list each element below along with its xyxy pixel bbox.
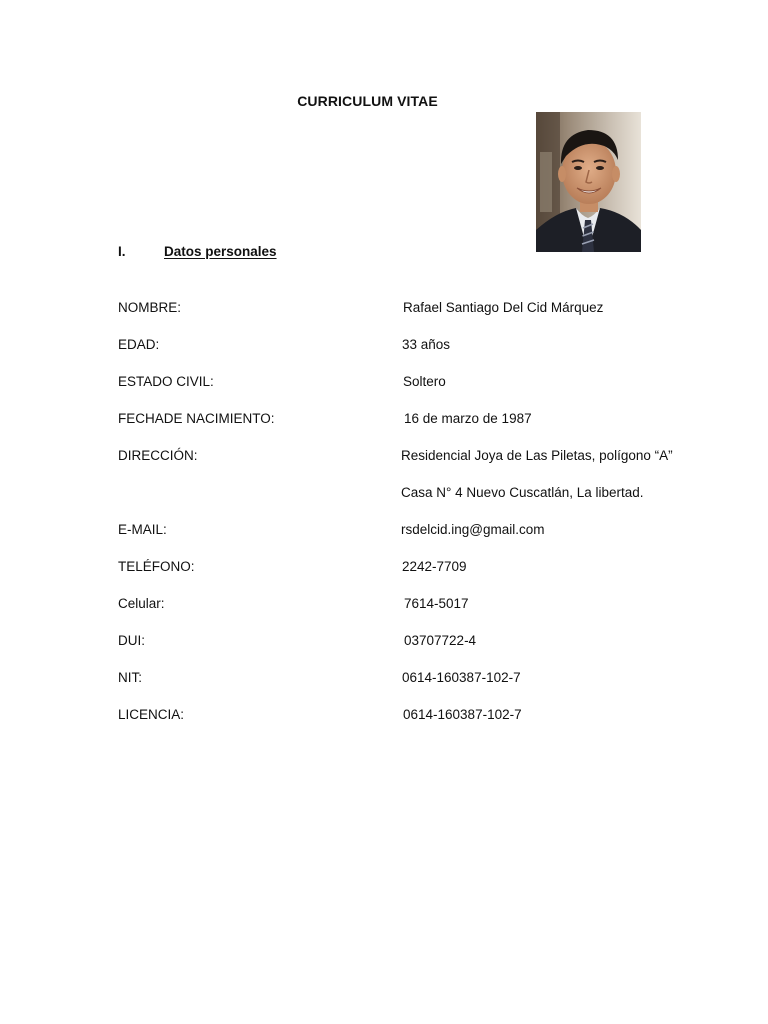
field-row-email [0,522,768,540]
field-value: 0614-160387-102-7 [403,707,522,722]
field-value: Residencial Joya de Las Piletas, polígono “A” [401,448,673,463]
field-row-telefono [0,559,768,577]
field-label: NIT: [118,670,143,685]
page-title: CURRICULUM VITAE [297,93,438,109]
field-value: 2242-7709 [402,559,467,574]
field-value: 7614-5017 [404,596,469,611]
section-title: Datos personales [164,244,277,259]
field-row-licencia [0,707,768,725]
field-label: LICENCIA: [118,707,185,722]
field-label: E-MAIL: [118,522,167,537]
field-value: 03707722-4 [404,633,477,648]
field-label: TELÉFONO: [118,559,195,574]
field-row-edad [0,337,768,355]
field-label: DUI: [118,633,145,648]
field-label: FECHADE NACIMIENTO: [118,411,275,426]
field-label: EDAD: [118,337,160,352]
field-label: ESTADO CIVIL: [118,374,214,389]
field-label: Celular: [118,596,165,611]
field-row-nombre [0,300,768,318]
section-number: I. [118,244,126,259]
field-label: NOMBRE: [118,300,182,315]
field-value: rsdelcid.ing@gmail.com [401,522,545,537]
field-row-celular [0,596,768,614]
field-value: Rafael Santiago Del Cid Márquez [403,300,604,315]
field-value: 16 de marzo de 1987 [404,411,532,426]
field-row-dui [0,633,768,651]
field-row-fecha-nacimiento [0,411,768,429]
field-value: 0614-160387-102-7 [402,670,521,685]
field-value: 33 años [402,337,451,352]
field-value: Casa N° 4 Nuevo Cuscatlán, La libertad. [401,485,644,500]
portrait-photo [536,112,641,252]
field-row-direccion-cont [0,485,768,503]
field-row-nit [0,670,768,688]
field-row-estado-civil [0,374,768,392]
field-label: DIRECCIÓN: [118,448,198,463]
field-value: Soltero [403,374,446,389]
field-row-direccion [0,448,768,466]
